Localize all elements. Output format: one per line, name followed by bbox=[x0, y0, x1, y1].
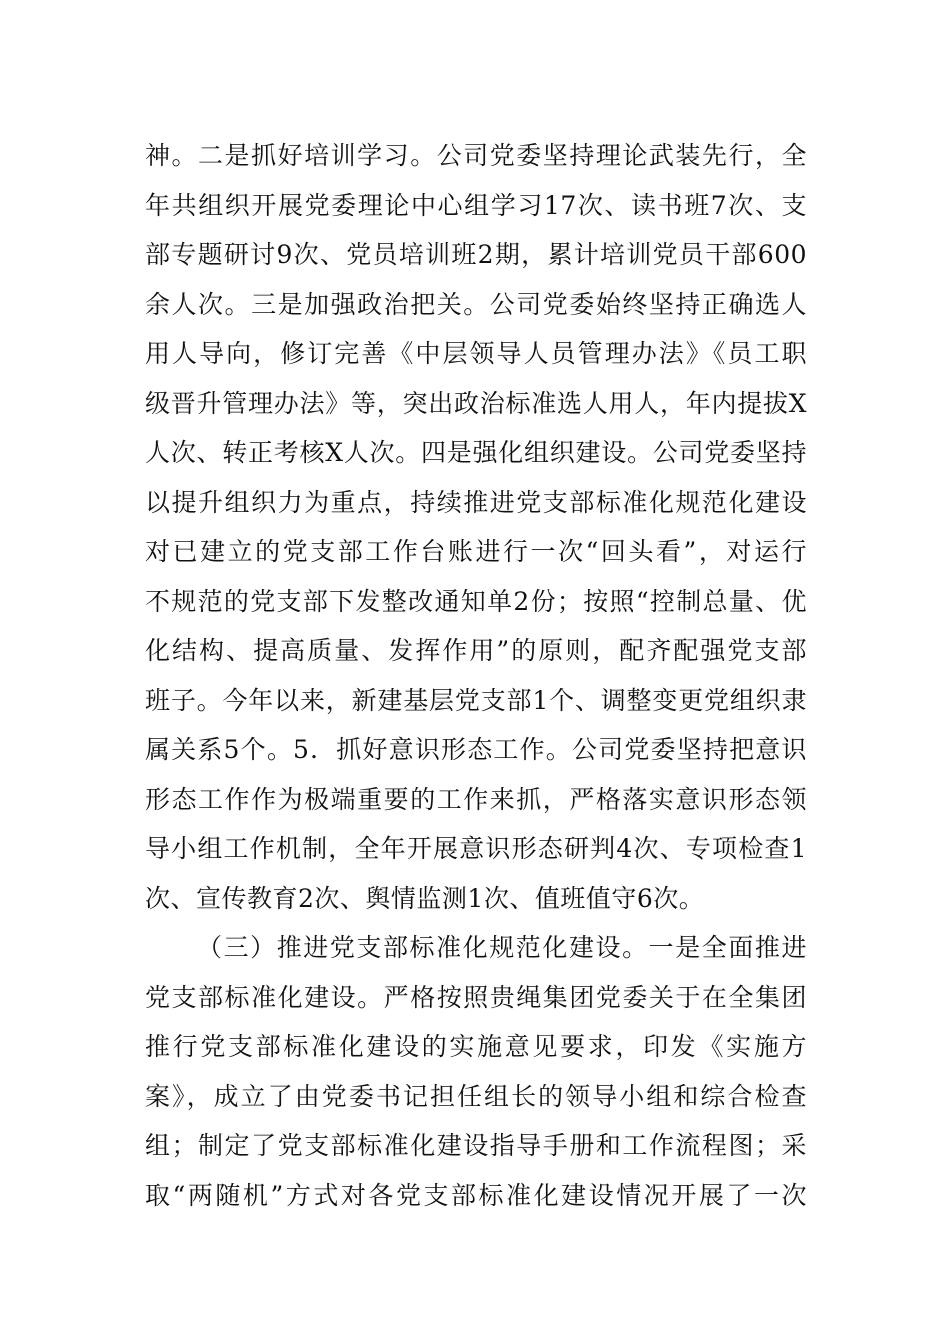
text-line: 属关系5个。5．抓好意识形态工作。公司党委坚持把意识 bbox=[145, 735, 807, 764]
text-line: 取“两随机”方式对各党支部标准化建设情况开展了一次 bbox=[145, 1180, 807, 1210]
document-page bbox=[145, 131, 807, 1220]
text-line: 党支部标准化建设。严格按照贵绳集团党委关于在全集团 bbox=[145, 982, 807, 1012]
text-line: 案》，成立了由党委书记担任组长的领导小组和综合检查 bbox=[145, 1081, 807, 1111]
text-line: 用人导向，修订完善《中层领导人员管理办法》《员工职 bbox=[145, 339, 807, 368]
text-line: 次、宣传教育2次、舆情监测1次、值班值守6次。 bbox=[145, 883, 705, 913]
text-line: 组；制定了党支部标准化建设指导手册和工作流程图；采 bbox=[145, 1131, 807, 1160]
text-line: 对已建立的党支部工作台账进行一次“回头看”，对运行 bbox=[145, 537, 807, 566]
text-line: 导小组工作机制，全年开展意识形态研判4次、专项检查1 bbox=[145, 834, 807, 863]
text-line: 班子。今年以来，新建基层党支部1个、调整变更党组织隶 bbox=[145, 685, 807, 715]
text-line: 神。二是抓好培训学习。公司党委坚持理论武装先行，全 bbox=[145, 141, 807, 170]
text-line: 部专题研讨9次、党员培训班2期，累计培训党员干部600 bbox=[145, 240, 807, 269]
text-line: （三）推进党支部标准化规范化建设。一是全面推进 bbox=[197, 933, 807, 962]
text-line: 化结构、提高质量、发挥作用”的原则，配齐配强党支部 bbox=[145, 636, 807, 665]
paragraph-1 bbox=[145, 131, 807, 923]
text-line: 人次、转正考核X人次。四是强化组织建设。公司党委坚持 bbox=[145, 438, 807, 467]
text-line: 余人次。三是加强政治把关。公司党委始终坚持正确选人 bbox=[145, 289, 807, 319]
text-line: 以提升组织力为重点，持续推进党支部标准化规范化建设 bbox=[145, 487, 807, 517]
text-line: 级晋升管理办法》等，突出政治标准选人用人，年内提拔X bbox=[145, 388, 807, 418]
text-line: 不规范的党支部下发整改通知单2份；按照“控制总量、优 bbox=[145, 586, 807, 616]
paragraph-2 bbox=[145, 923, 807, 1220]
text-line: 推行党支部标准化建设的实施意见要求，印发《实施方 bbox=[145, 1032, 807, 1061]
text-line: 形态工作作为极端重要的工作来抓，严格落实意识形态领 bbox=[145, 784, 807, 814]
text-line: 年共组织开展党委理论中心组学习17次、读书班7次、支 bbox=[145, 190, 807, 220]
